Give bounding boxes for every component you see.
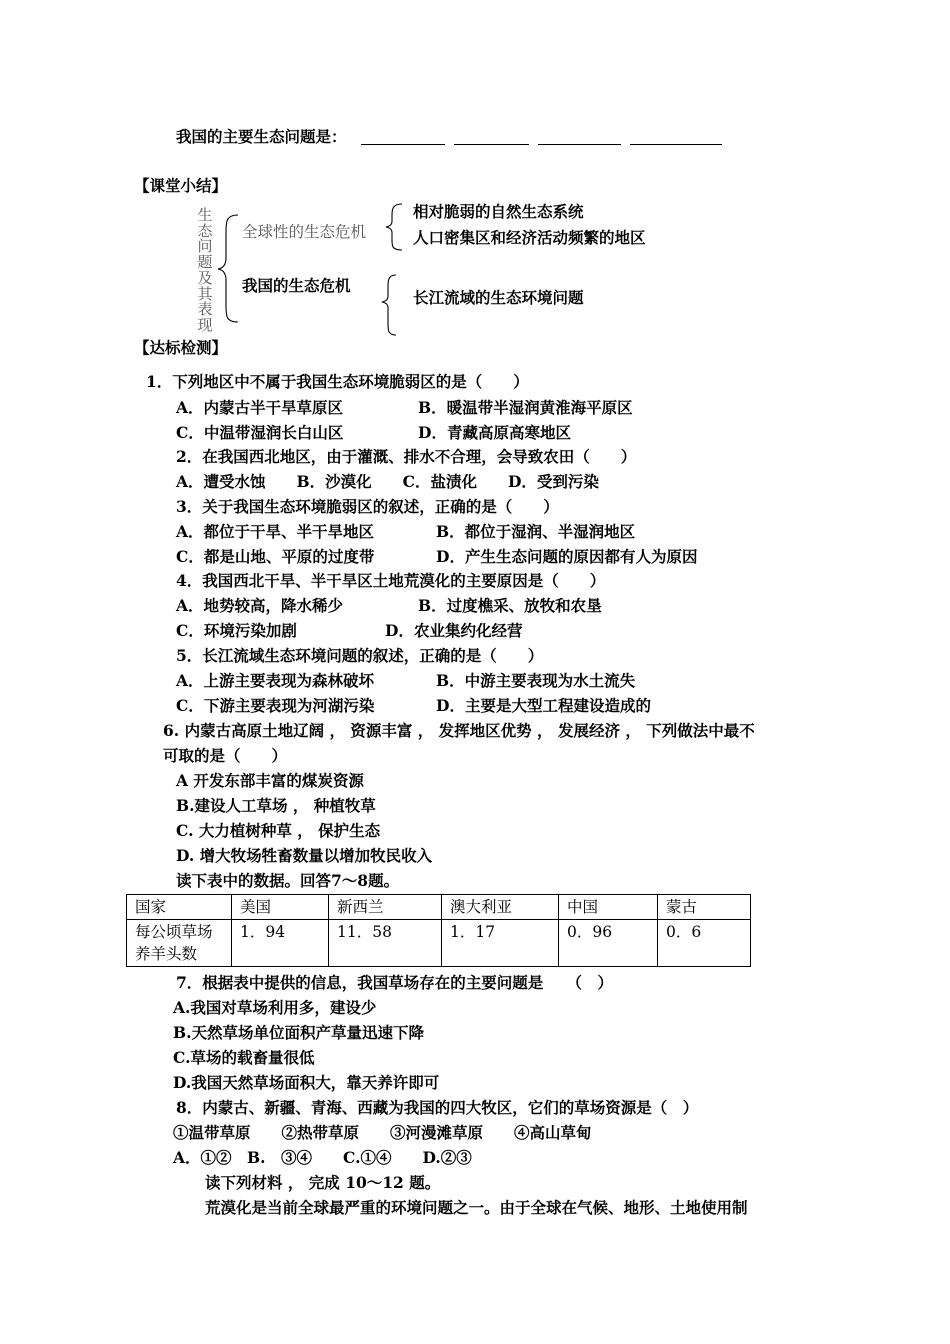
branch-yangtze-problem: 长江流域的生态环境问题 <box>413 288 584 307</box>
q7-option-b: B.天然草场单位面积产草量迅速下降 <box>173 1023 424 1042</box>
table-cell: 1．17 <box>442 920 559 967</box>
question-8: 8．内蒙古、新疆、青海、西藏为我国的四大牧区，它们的草场资源是（ ） <box>176 1098 699 1117</box>
question-6-line-1: 6. 内蒙古高原土地辽阔 ， 资源丰富 ， 发挥地区优势 ， 发展经济 ， 下列做法中最不 <box>163 721 755 740</box>
q5-option-c: C．下游主要表现为河湖污染 <box>176 696 375 715</box>
q8-options: A．①② B. ③④ C.①④ D.②③ <box>173 1148 472 1167</box>
q6-option-a: A 开发东部丰富的煤炭资源 <box>176 771 364 790</box>
q5-option-b: B．中游主要表现为水土流失 <box>436 671 636 690</box>
china-brace <box>382 275 396 335</box>
q1-option-d: D．青藏高原高寒地区 <box>418 423 571 442</box>
question-4: 4．我国西北干旱、半干旱区土地荒漠化的主要原因是（ ） <box>176 571 606 590</box>
table-header-cell: 中国 <box>559 895 658 920</box>
q3-option-c: C．都是山地、平原的过度带 <box>176 547 375 566</box>
q4-option-b: B．过度樵采、放牧和农垦 <box>418 596 602 615</box>
china-crisis-label: 我国的生态危机 <box>242 276 351 295</box>
q1-option-b: B．暖温带半湿润黄淮海平原区 <box>418 398 633 417</box>
grassland-data-table <box>126 894 751 967</box>
global-crisis-label: 全球性的生态危机 <box>242 223 367 241</box>
q2-options: A．遭受水蚀 B．沙漠化 C．盐渍化 D．受到污染 <box>176 472 599 491</box>
question-3: 3．关于我国生态环境脆弱区的叙述，正确的是（ ） <box>176 497 559 516</box>
q4-option-a: A．地势较高，降水稀少 <box>176 596 344 615</box>
table-header-cell: 国家 <box>127 895 232 920</box>
q1-option-a: A．内蒙古半干旱草原区 <box>176 398 344 417</box>
summary-heading: 【课堂小结】 <box>134 176 228 195</box>
q4-option-c: C．环境污染加剧 <box>176 621 297 640</box>
question-1: 1．下列地区中不属于我国生态环境脆弱区的是（ ） <box>146 372 529 391</box>
table-row-label: 每公顷草场 养羊头数 <box>127 920 232 967</box>
q7-option-a: A.我国对草场利用多，建设少 <box>173 998 377 1017</box>
material-text: 荒漠化是当前全球最严重的环境问题之一。由于全球在气候、地形、土地使用制 <box>205 1198 748 1217</box>
table-cell: 1．94 <box>232 920 329 967</box>
material-intro: 读下列材料 ， 完成 10～12 题。 <box>205 1173 441 1192</box>
table-header-cell: 美国 <box>232 895 329 920</box>
q3-option-b: B．都位于湿润、半湿润地区 <box>436 522 636 541</box>
table-cell: 11．58 <box>329 920 442 967</box>
branch-fragile-ecosystem: 相对脆弱的自然生态系统 <box>413 202 584 221</box>
table-header-cell: 澳大利亚 <box>442 895 559 920</box>
branch-dense-population: 人口密集区和经济活动频繁的地区 <box>413 228 646 247</box>
q7-option-d: D.我国天然草场面积大，靠天养许即可 <box>173 1073 440 1092</box>
test-heading: 【达标检测】 <box>134 338 228 357</box>
table-intro: 读下表中的数据。回答7～8题。 <box>176 871 400 890</box>
q6-option-d: D. 增大牧场牲畜数量以增加牧民收入 <box>176 846 433 865</box>
table-header-cell: 新西兰 <box>329 895 442 920</box>
q5-option-d: D．主要是大型工程建设造成的 <box>436 696 651 715</box>
global-brace <box>386 204 402 250</box>
q6-option-c: C. 大力植树种草 ， 保护生态 <box>176 821 381 840</box>
q1-option-c: C．中温带湿润长白山区 <box>176 423 344 442</box>
left-brace <box>218 215 238 322</box>
main-issues-prompt: 我国的主要生态问题是： <box>176 127 347 146</box>
q7-option-c: C.草场的载畜量很低 <box>173 1048 315 1067</box>
question-6-line-2: 可取的是（ ） <box>163 746 288 765</box>
table-row <box>127 920 751 967</box>
table-cell: 0．6 <box>658 920 751 967</box>
q8-items: ①温带草原 ②热带草原 ③河漫滩草原 ④高山草甸 <box>173 1123 592 1142</box>
question-2: 2．在我国西北地区，由于灌溉、排水不合理，会导致农田（ ） <box>176 447 637 466</box>
q3-option-a: A．都位于干旱、半干旱地区 <box>176 522 375 541</box>
question-5: 5．长江流域生态环境问题的叙述，正确的是（ ） <box>176 646 544 665</box>
table-cell: 0．96 <box>559 920 658 967</box>
table-header-cell: 蒙古 <box>658 895 751 920</box>
q3-option-d: D．产生生态问题的原因都有人为原因 <box>436 547 698 566</box>
q6-option-b: B.建设人工草场 ， 种植牧草 <box>176 796 376 815</box>
summary-vertical-title: 生 态 问 题 及 其 表 现 <box>197 206 213 334</box>
q5-option-a: A．上游主要表现为森林破坏 <box>176 671 375 690</box>
q4-option-d: D．农业集约化经营 <box>385 621 523 640</box>
table-header-row <box>127 895 751 920</box>
question-7: 7．根据表中提供的信息，我国草场存在的主要问题是 （ ） <box>176 973 614 992</box>
